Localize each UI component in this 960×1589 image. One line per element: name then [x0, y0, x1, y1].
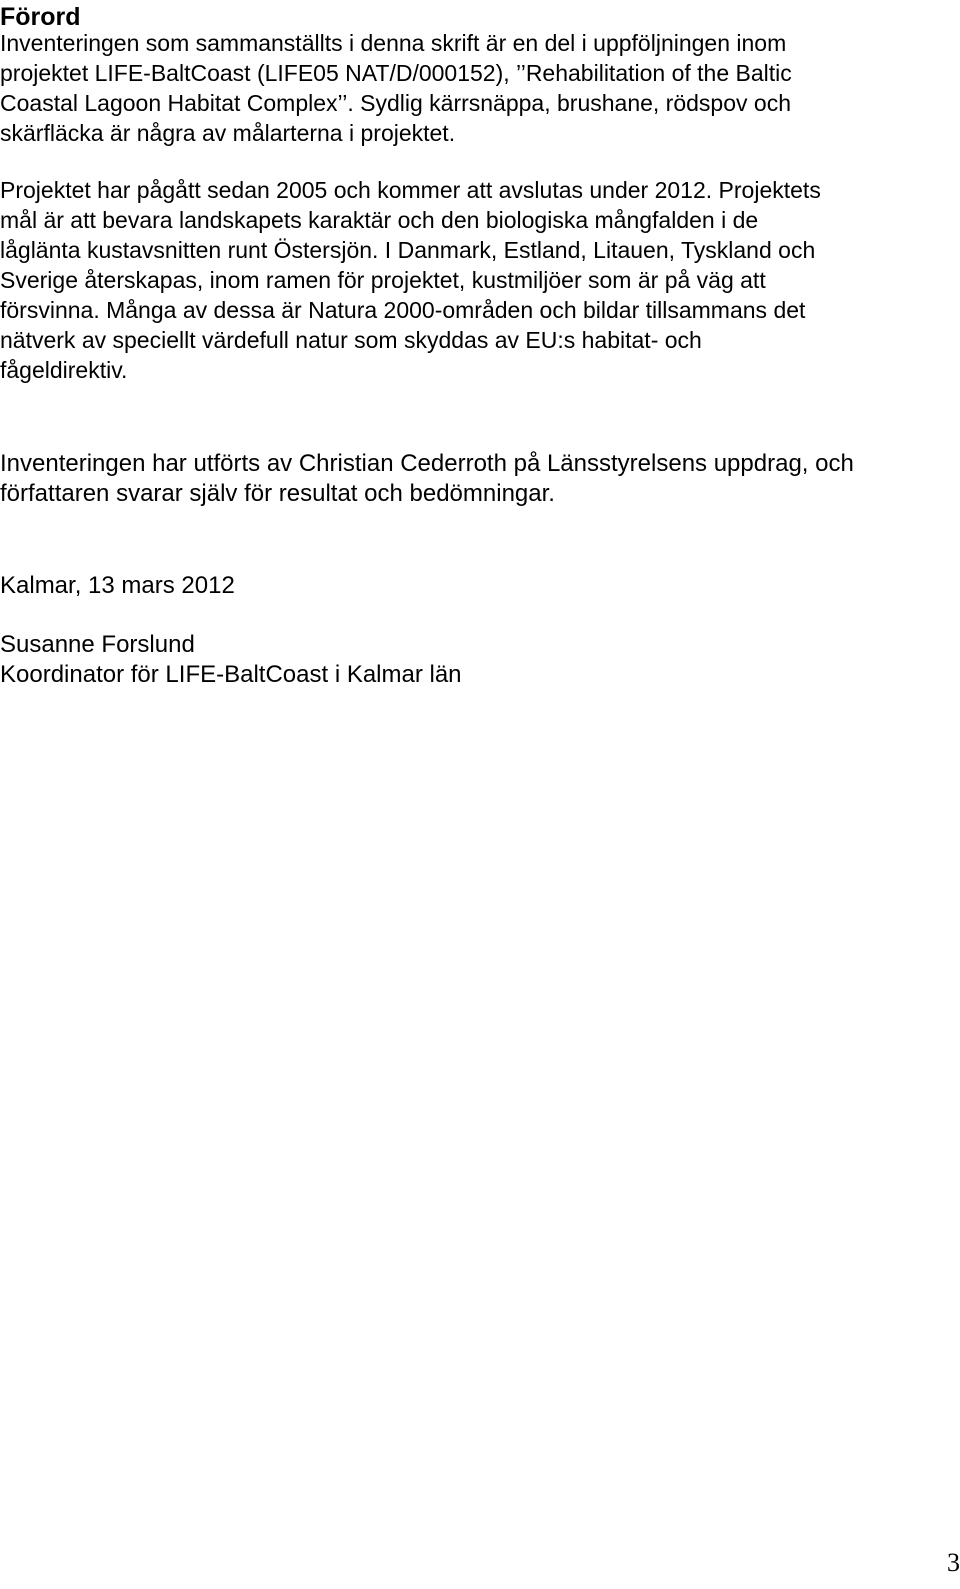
- signer-name: Susanne Forslund: [0, 631, 195, 658]
- signer-title: Koordinator för LIFE-BaltCoast i Kalmar län: [0, 661, 462, 688]
- page-number: 3: [947, 1548, 960, 1577]
- intro-paragraph: [0, 28, 792, 148]
- text-line: Coastal Lagoon Habitat Complex’’. Sydlig kärrsnäppa, brushane, rödspov och: [0, 90, 791, 116]
- text-line: Inventeringen har utförts av Christian Cederroth på Länsstyrelsens uppdrag, och: [0, 450, 854, 477]
- place-date: [0, 571, 235, 601]
- project-paragraph: [0, 175, 821, 385]
- text-line: Inventeringen som sammanställts i denna skrift är en del i uppföljningen inom: [0, 30, 787, 56]
- text-line: låglänta kustavsnitten runt Östersjön. I Danmark, Estland, Litauen, Tyskland och: [0, 237, 816, 263]
- text-line: mål är att bevara landskapets karaktär och den biologiska mångfalden i de: [0, 207, 759, 233]
- text-line: projektet LIFE-BaltCoast (LIFE05 NAT/D/000152), ’’Rehabilitation of the Baltic: [0, 60, 792, 86]
- text-line: nätverk av speciellt värdefull natur som skyddas av EU:s habitat- och: [0, 327, 702, 353]
- text-line: Kalmar, 13 mars 2012: [0, 572, 235, 599]
- text-line: författaren svarar själv för resultat och bedömningar.: [0, 480, 555, 507]
- signature-block: [0, 630, 462, 690]
- text-line: försvinna. Många av dessa är Natura 2000-områden och bildar tillsammans det: [0, 297, 806, 323]
- text-line: Projektet har pågått sedan 2005 och kommer att avslutas under 2012. Projektets: [0, 177, 821, 203]
- text-line: Sverige återskapas, inom ramen för projektet, kustmiljöer som är på väg att: [0, 267, 766, 293]
- text-line: skärfläcka är några av målarterna i projektet.: [0, 120, 456, 146]
- page-heading: Förord: [0, 3, 81, 31]
- author-paragraph: [0, 449, 854, 509]
- text-line: fågeldirektiv.: [0, 357, 128, 383]
